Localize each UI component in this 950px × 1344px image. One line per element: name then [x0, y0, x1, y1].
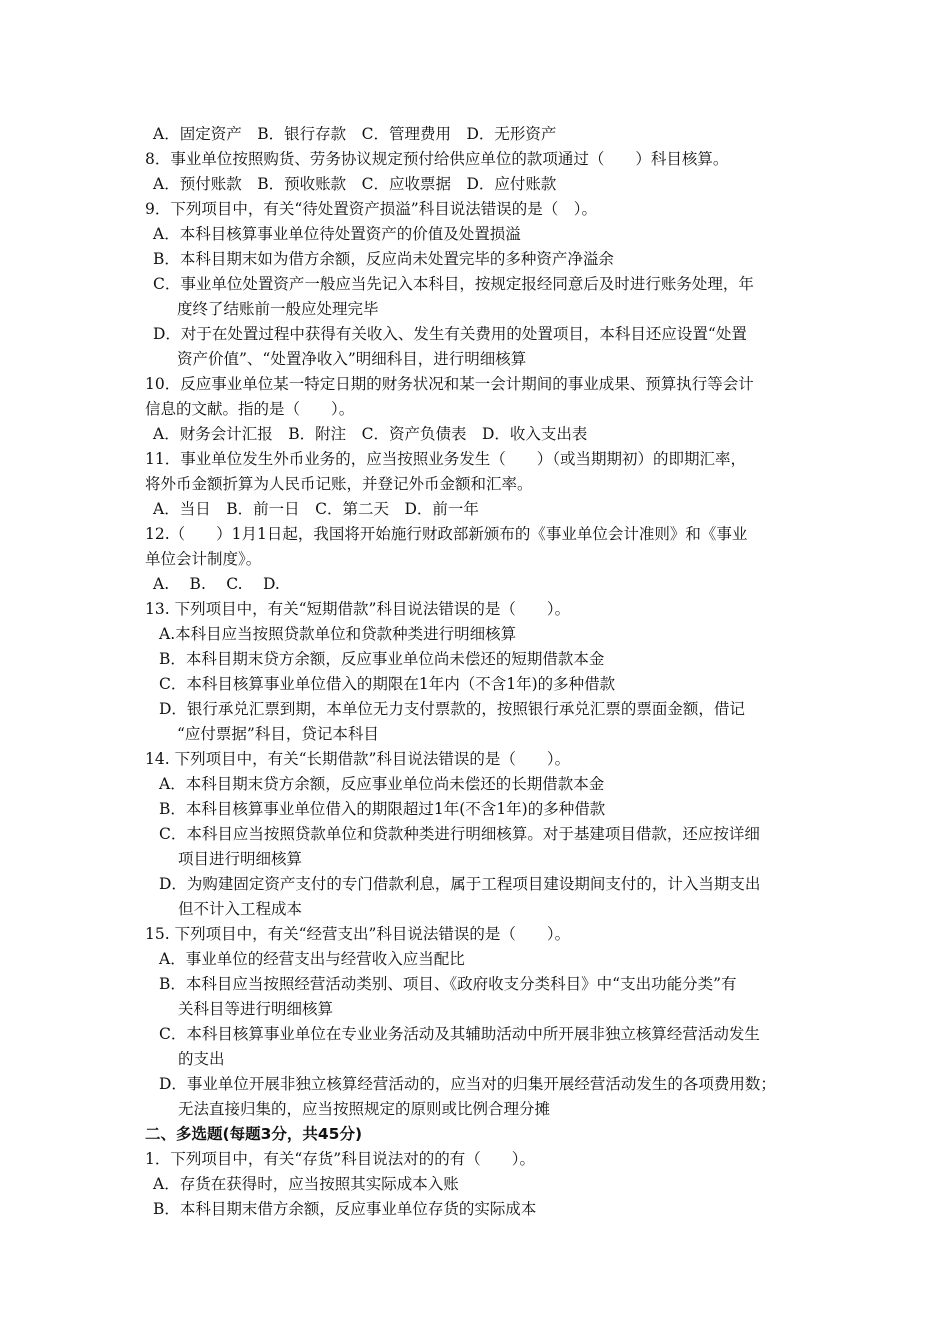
text-line: B．本科目期末贷方余额，反应事业单位尚未偿还的短期借款本金: [159, 650, 605, 668]
text-line: C．本科目核算事业单位在专业业务活动及其辅助活动中所开展非独立核算经营活动发生: [159, 1025, 760, 1043]
text-line: D．对于在处置过程中获得有关收入、发生有关费用的处置项目，本科目还应设置“处置: [153, 325, 747, 343]
text-line: 度终了结账前一般应处理完毕: [177, 300, 379, 318]
text-line: B．本科目期末如为借方余额，反应尚未处置完毕的多种资产净溢余: [153, 250, 614, 268]
text-line: 的支出: [178, 1050, 225, 1068]
text-line: A．本科目核算事业单位待处置资产的价值及处置损溢: [153, 225, 521, 243]
text-line: A．本科目期末贷方余额，反应事业单位尚未偿还的长期借款本金: [159, 775, 605, 793]
text-line: 13. 下列项目中，有关“短期借款”科目说法错误的是（ ）。: [145, 600, 571, 618]
text-line: D．事业单位开展非独立核算经营活动的，应当对的归集开展经营活动发生的各项费用数；: [159, 1075, 776, 1093]
text-line: 单位会计制度》。: [145, 550, 262, 568]
text-line: C．本科目核算事业单位借入的期限在1年内（不含1年)的多种借款: [159, 675, 616, 693]
text-line: 信息的文献。指的是（ ）。: [145, 400, 355, 418]
text-line: 关科目等进行明细核算: [178, 1000, 334, 1018]
text-line: A．事业单位的经营支出与经营收入应当配比: [159, 950, 465, 968]
text-line: 10．反应事业单位某一特定日期的财务状况和某一会计期间的事业成果、预算执行等会计: [145, 375, 754, 393]
text-line: 但不计入工程成本: [178, 900, 303, 918]
text-line: A．固定资产 B．银行存款 C．管理费用 D．无形资产: [153, 125, 557, 143]
text-line: 14. 下列项目中，有关“长期借款”科目说法错误的是（ ）。: [145, 750, 571, 768]
text-line: B．本科目期末借方余额，反应事业单位存货的实际成本: [153, 1200, 537, 1218]
text-line: A.本科目应当按照贷款单位和贷款种类进行明细核算: [159, 625, 517, 643]
text-line: 1．下列项目中，有关“存货”科目说法对的的有（ ）。: [145, 1150, 535, 1168]
exam-content: [145, 122, 825, 1222]
text-line: 无法直接归集的，应当按照规定的原则或比例合理分摊: [178, 1100, 551, 1118]
text-line: B．本科目应当按照经营活动类别、项目、《政府收支分类科目》中“支出功能分类”有: [159, 975, 737, 993]
text-line: 资产价值”、“处置净收入”明细科目，进行明细核算: [177, 350, 527, 368]
section-heading: 二、多选题(每题3分，共45分): [145, 1125, 363, 1143]
text-line: 15. 下列项目中，有关“经营支出”科目说法错误的是（ ）。: [145, 925, 571, 943]
text-line: 将外币金额折算为人民币记账，并登记外币金额和汇率。: [145, 475, 533, 493]
text-line: 12.（ ）1月1日起，我国将开始施行财政部新颁布的《事业单位会计准则》和《事业: [145, 525, 748, 543]
text-line: 11．事业单位发生外币业务的，应当按照业务发生（ ）（或当期期初）的即期汇率，: [145, 450, 746, 468]
text-line: D．为购建固定资产支付的专门借款利息，属于工程项目建设期间支付的，计入当期支出: [159, 875, 761, 893]
text-line: D．银行承兑汇票到期，本单位无力支付票款的，按照银行承兑汇票的票面金额，借记: [159, 700, 745, 718]
text-line: A．预付账款 B．预收账款 C．应收票据 D．应付账款: [153, 175, 557, 193]
text-line: B．本科目核算事业单位借入的期限超过1年(不含1年)的多种借款: [159, 800, 606, 818]
text-line: C．事业单位处置资产一般应当先记入本科目，按规定报经同意后及时进行账务处理，年: [153, 275, 754, 293]
text-line: A. B. C. D.: [153, 575, 280, 593]
text-line: 9．下列项目中，有关“待处置资产损溢”科目说法错误的是（ ）。: [145, 200, 597, 218]
text-line: A．当日 B．前一日 C．第二天 D．前一年: [153, 500, 479, 518]
text-line: C．本科目应当按照贷款单位和贷款种类进行明细核算。对于基建项目借款，还应按详细: [159, 825, 760, 843]
text-line: A．财务会计汇报 B．附注 C．资产负债表 D．收入支出表: [153, 425, 588, 443]
text-line: A．存货在获得时，应当按照其实际成本入账: [153, 1175, 459, 1193]
text-line: “应付票据”科目，贷记本科目: [177, 725, 379, 743]
text-line: 项目进行明细核算: [178, 850, 303, 868]
text-line: 8．事业单位按照购货、劳务协议规定预付给供应单位的款项通过（ ）科目核算。: [145, 150, 729, 168]
